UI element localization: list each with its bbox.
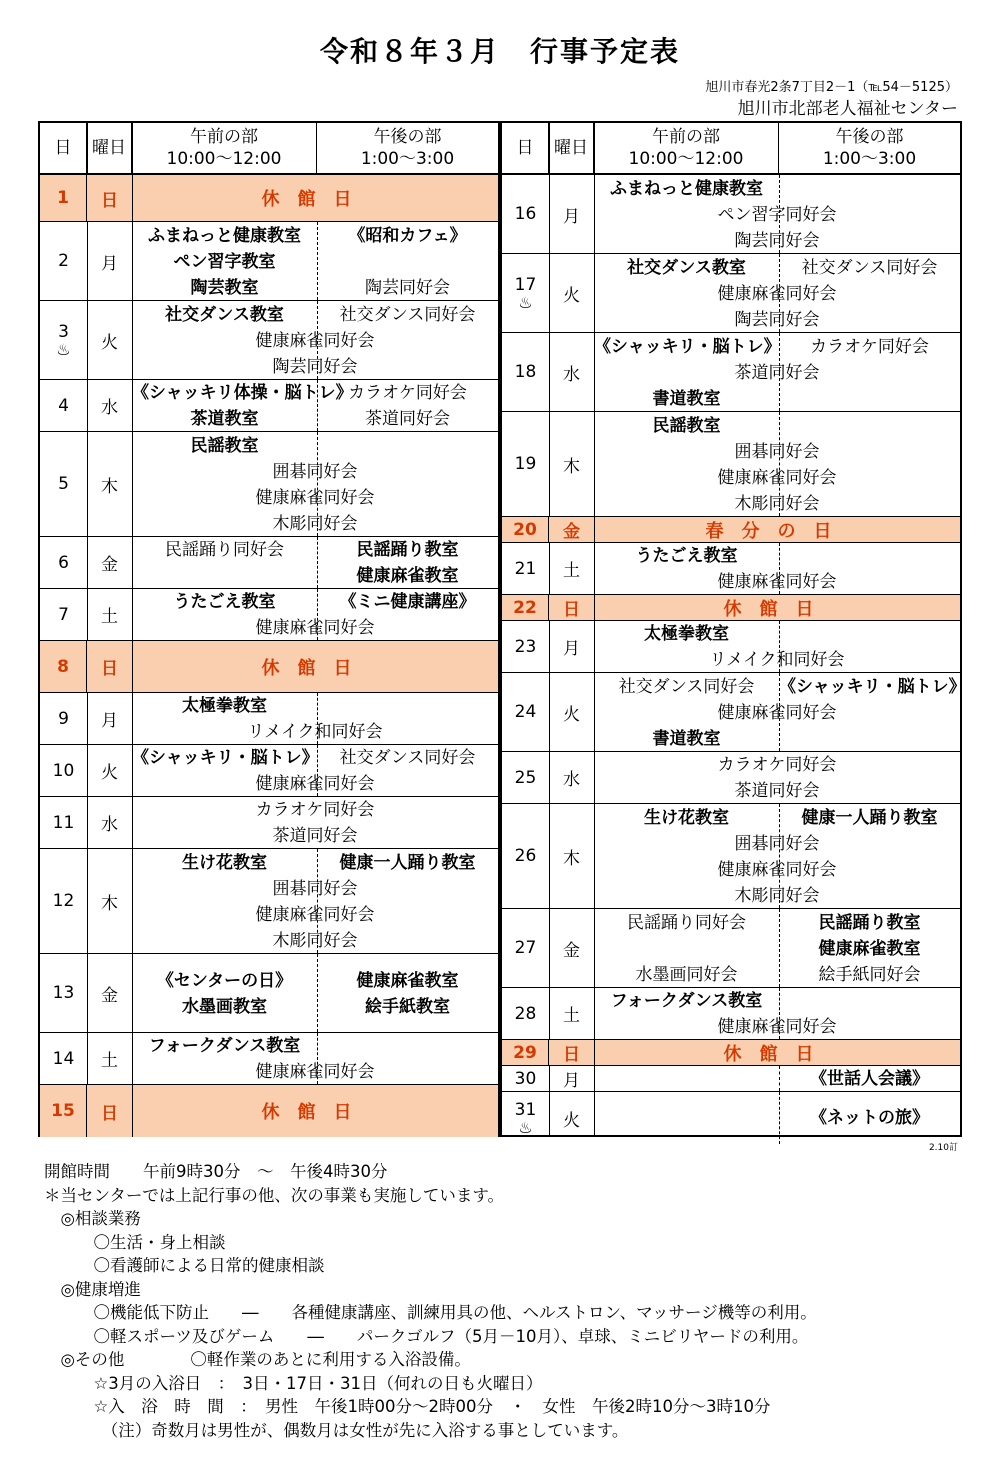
day-number-text: 8 [57,656,69,677]
weekday: 水 [563,364,580,385]
holiday-label: 休館日 [594,595,960,620]
event-item: 健康麻雀同好会 [255,774,375,794]
day-number-text: 20 [513,519,537,540]
events-cell [594,333,960,411]
note-line: 〇生活・身上相談 [44,1232,226,1252]
weekday: 月 [563,1071,580,1091]
event-item: 健康麻雀同好会 [717,572,837,592]
page-title: 令和８年３月 行事予定表 [319,35,680,68]
note-line: 〇機能低下防止 ― 各種健康講座、訓練用具の他、ヘルストロン、マッサージ機等の利用。 [44,1303,817,1322]
day-number [502,412,549,516]
day-number [40,1085,87,1137]
events-cell [594,752,960,803]
event-item: 社交ダンス同好会 [339,305,476,325]
event-item: 社交ダンス教室 [165,305,284,325]
events-cell [132,849,498,953]
day-number [40,641,87,692]
address: 旭川市春光2条7丁目2－1（℡54－5125） [705,80,958,95]
day-number [40,432,87,536]
events-cell [594,543,960,594]
event-item: 木彫同好会 [272,514,358,534]
event-item: フォークダンス教室 [148,1036,301,1056]
note-line: （注）奇数月は男性が、偶数月は女性が先に入浴する事としています。 [44,1420,629,1440]
events-cell [594,412,960,516]
event-item: 健康麻雀同好会 [255,331,375,351]
header-am-title: 午前の部 [652,127,720,147]
events-cell [594,909,960,987]
event-item: 健康麻雀同好会 [255,618,375,638]
weekday: 日 [101,1103,118,1124]
event-item: 陶芸教室 [190,278,259,298]
day-number [40,537,87,588]
event-item: 民謡踊り同好会 [627,913,746,933]
event-item: 書道教室 [652,389,721,409]
event-item: 健康麻雀教室 [818,939,921,959]
weekday: 月 [101,253,118,274]
schedule-table-right [500,121,966,1137]
table-row [502,1040,960,1066]
day-number [502,175,549,253]
day-number-text: 11 [52,812,75,833]
day-number-text: 18 [514,362,537,382]
table-row [502,254,960,333]
weekday: 土 [563,1006,580,1026]
table-row [502,909,960,988]
events-cell [594,254,960,332]
note-line: ☆入 浴 時 間 ： 男性 午後1時00分～2時00分 ・ 女性 午後2時10分～3時10分 [44,1397,771,1416]
day-number [502,988,549,1039]
day-number-text: 12 [52,891,75,911]
day-number [502,543,549,594]
day-number [40,1033,87,1084]
table-row [502,1066,960,1092]
event-item: ペン習字教室 [173,252,276,272]
table-row [502,988,960,1040]
weekday: 水 [101,815,118,835]
event-item: 《シャッキリ・脳トレ》 [594,337,781,357]
events-cell [132,589,498,640]
day-number [40,745,87,796]
header-weekday: 曜日 [87,123,132,173]
day-number [502,1092,549,1144]
revision-note: 2.10訂 [928,1143,958,1153]
holiday-label: 休館日 [132,175,498,221]
event-item: 健康麻雀教室 [356,566,459,586]
day-number [40,589,87,640]
day-number [40,301,87,379]
day-number-text: 19 [514,454,537,474]
weekday: 日 [101,659,118,679]
header-am-time: 10:00～12:00 [628,149,744,169]
event-item: 健康一人踊り教室 [801,808,938,828]
day-number-text: 27 [514,938,537,958]
header-am-time: 10:00～12:00 [166,149,282,169]
event-item: 健康一人踊り教室 [339,853,476,873]
event-item: ふまねっと健康教室 [610,179,763,199]
day-number-text: 26 [514,846,537,866]
weekday: 金 [101,985,118,1006]
events-cell [132,745,498,796]
event-item: 陶芸同好会 [272,357,358,377]
events-cell [132,380,498,431]
day-number-text: 14 [52,1048,75,1069]
event-item: 囲碁同好会 [734,442,820,462]
note-line: ☆3月の入浴日 ： 3日・17日・31日（何れの日も火曜日） [44,1373,543,1393]
event-item: カラオケ同好会 [810,337,929,357]
day-number-text: 17 [514,275,537,295]
hot-spring-icon: ♨ [518,293,533,312]
weekday: 土 [101,607,118,627]
event-item: 《昭和カフェ》 [348,226,467,246]
day-number [502,909,549,987]
event-item: 健康麻雀教室 [356,971,459,991]
weekday: 土 [563,561,580,581]
event-item: 木彫同好会 [734,886,820,906]
table-row [40,537,498,589]
day-number-text: 28 [514,1003,537,1024]
weekday: 火 [563,285,580,306]
event-item: 健康麻雀同好会 [717,703,837,723]
event-item: 健康麻雀同好会 [717,284,837,304]
events-cell [594,988,960,1039]
weekday: 金 [563,522,580,542]
schedule-table-left [38,121,500,1137]
event-item: 茶道同好会 [272,826,358,846]
table-row [40,301,498,380]
table-row [502,621,960,673]
weekday: 金 [563,940,580,961]
event-item: 健康麻雀同好会 [717,860,837,880]
day-number-text: 1 [57,188,69,208]
day-number [502,752,549,803]
events-cell [594,1066,960,1091]
event-item: カラオケ同好会 [255,800,375,820]
day-number-text: 30 [514,1068,537,1089]
event-item: 民謡踊り教室 [818,913,921,933]
weekday: 火 [101,763,118,783]
event-item: 健康麻雀同好会 [255,905,375,925]
event-item: 《ネットの旅》 [810,1108,929,1128]
event-item: 水墨画同好会 [635,965,738,985]
event-item: 健康麻雀同好会 [255,488,375,508]
table-row [40,432,498,537]
event-item: リメイク和同好会 [247,722,383,742]
event-item: うたごえ教室 [173,592,276,612]
event-item: 《世話人会議》 [810,1069,929,1089]
events-cell [594,1092,960,1144]
event-item: うたごえ教室 [635,546,738,566]
events-cell [132,222,498,300]
day-number-text: 31 [514,1100,537,1120]
event-item: 社交ダンス同好会 [801,258,938,278]
event-item: 民謡教室 [190,436,259,456]
day-number-text: 4 [58,395,69,416]
event-item: 民謡踊り教室 [356,540,459,560]
note-line: 開館時間 午前9時30分 ～ 午後4時30分 [44,1162,388,1181]
day-number-text: 13 [52,983,75,1003]
header-pm [779,123,960,173]
event-item: 民謡踊り同好会 [165,540,284,560]
table-row [502,1092,960,1144]
event-item: フォークダンス教室 [610,991,763,1011]
weekday: 水 [563,770,580,790]
event-item: 陶芸同好会 [734,231,820,251]
day-number-text: 6 [58,552,69,573]
day-number [502,673,549,751]
event-item: 絵手紙教室 [365,997,450,1017]
event-item: 生け花教室 [644,808,729,828]
header-am [594,123,779,173]
event-item: 社交ダンス同好会 [339,748,476,768]
table-row [40,222,498,301]
event-item: 陶芸同好会 [365,278,450,298]
weekday: 火 [101,332,118,353]
table-row [502,175,960,254]
events-cell [594,804,960,908]
event-item: 《シャッキリ・脳トレ》 [779,677,966,697]
event-item: カラオケ同好会 [348,383,467,403]
table-row [40,641,498,693]
day-number-text: 21 [514,558,537,579]
note-line: 〇看護師による日常的健康相談 [44,1256,325,1275]
weekday: 木 [101,893,118,914]
event-item: 茶道教室 [190,409,259,429]
hot-spring-icon: ♨ [518,1118,533,1137]
table-row [40,797,498,849]
day-number-text: 25 [514,767,537,788]
day-number-text: 7 [58,604,69,625]
event-item: 書道教室 [652,729,721,749]
weekday: 木 [563,456,580,477]
header-pm-title: 午後の部 [373,127,442,147]
header-pm-title: 午後の部 [835,127,904,147]
table-row [502,752,960,804]
event-item: ふまねっと健康教室 [148,226,301,246]
event-item: 茶道同好会 [734,363,820,383]
day-number [40,849,87,953]
hot-spring-icon: ♨ [56,340,71,359]
day-number [502,517,549,542]
header-day: 日 [502,123,549,173]
weekday: 土 [101,1051,118,1071]
note-line: ◎健康増進 [44,1279,141,1299]
events-cell [132,432,498,536]
day-number [40,222,87,300]
day-number [502,1040,549,1065]
holiday-label: 休館日 [132,641,498,692]
events-cell [132,797,498,848]
day-number [502,333,549,411]
event-item: ペン習字同好会 [717,205,837,225]
header-am-title: 午前の部 [190,127,258,147]
events-cell [132,693,498,744]
holiday-label: 休館日 [594,1040,960,1065]
event-item: 民謡教室 [652,416,721,436]
day-number [40,175,87,221]
events-cell [594,673,966,751]
day-number-text: 9 [58,708,69,729]
day-number-text: 2 [58,251,69,271]
day-number-text: 16 [514,204,537,224]
table-row [40,849,498,954]
day-number [502,254,549,332]
note-line: ◎その他 〇軽作業のあとに利用する入浴設備。 [44,1350,471,1369]
day-number [502,621,549,672]
event-item: 社交ダンス教室 [627,258,746,278]
events-cell [132,1033,498,1084]
day-number [40,380,87,431]
organization-name: 旭川市北部老人福祉センター [737,99,958,119]
table-row [40,589,498,641]
event-item: 囲碁同好会 [272,879,358,899]
holiday-label: 休館日 [132,1085,498,1137]
table-row [40,175,498,222]
day-number-text: 23 [514,636,537,657]
event-item: 陶芸同好会 [734,310,820,330]
holiday-label: 春分の日 [594,517,960,542]
event-item: 囲碁同好会 [734,834,820,854]
event-item: 健康麻雀同好会 [255,1062,375,1082]
event-item: 木彫同好会 [734,494,820,514]
day-number [40,693,87,744]
day-number [502,595,549,620]
event-item: 囲碁同好会 [272,462,358,482]
events-cell [594,175,960,253]
note-line: ＊当センターでは上記行事の他、次の事業も実施しています。 [44,1185,505,1205]
event-item: リメイク和同好会 [709,650,845,670]
notes-section [44,1160,817,1442]
event-item: 茶道同好会 [734,781,820,801]
header-day: 日 [40,123,87,173]
table-row [502,333,960,412]
header-pm [317,123,498,173]
table-row [40,693,498,745]
table-row [502,517,960,543]
day-number [40,954,87,1032]
event-item: 《センターの日》 [156,971,293,991]
event-item: 社交ダンス同好会 [618,677,755,697]
table-row [40,380,498,432]
weekday: 火 [563,704,580,725]
day-number-text: 24 [514,702,537,722]
event-item: 太極拳教室 [644,624,729,644]
day-number-text: 10 [52,760,75,781]
day-number-text: 3 [58,322,69,342]
event-item: 水墨画教室 [182,997,267,1017]
day-number-text: 22 [513,597,537,618]
table-row [40,1085,498,1137]
event-item: 《ミニ健康講座》 [339,592,476,612]
events-cell [132,954,498,1032]
weekday: 水 [101,398,118,418]
day-number [502,1066,549,1091]
events-cell [132,301,498,379]
weekday: 月 [563,639,580,659]
weekday: 金 [101,555,118,575]
event-item: 木彫同好会 [272,931,358,951]
day-number-text: 29 [513,1042,537,1063]
table-row [502,543,960,595]
day-number-text: 15 [51,1101,75,1121]
weekday: 日 [101,190,118,211]
weekday: 月 [101,711,118,731]
table-row [40,954,498,1033]
events-cell [132,537,498,588]
weekday: 月 [563,206,580,227]
table-row [40,1033,498,1085]
event-item: 健康麻雀同好会 [717,1017,837,1037]
event-item: カラオケ同好会 [717,755,837,775]
table-row [502,673,966,752]
event-item: 太極拳教室 [182,696,267,716]
weekday: 火 [563,1110,580,1131]
event-item: 健康麻雀同好会 [717,468,837,488]
weekday: 木 [563,848,580,869]
event-item: 茶道同好会 [365,409,450,429]
table-row [40,745,498,797]
event-item: 《シャッキリ体操・脳トレ》 [132,383,353,403]
events-cell [594,621,960,672]
header-weekday: 曜日 [549,123,594,173]
header-am [132,123,317,173]
weekday: 日 [563,600,580,620]
day-number-text: 5 [58,474,69,494]
day-number [502,804,549,908]
day-number [40,797,87,848]
note-line: 〇軽スポーツ及びゲーム ― パークゴルフ（5月－10月）、卓球、ミニビリヤードの利用。 [44,1326,809,1346]
note-line: ◎相談業務 [44,1209,141,1228]
weekday: 日 [563,1045,580,1065]
table-row [502,595,960,621]
table-row [502,412,960,517]
event-item: 生け花教室 [182,853,267,873]
event-item: 《シャッキリ・脳トレ》 [132,748,319,768]
weekday: 木 [101,476,118,497]
header-pm-time: 1:00～3:00 [360,149,455,169]
header-pm-time: 1:00～3:00 [822,149,917,169]
table-row [502,804,960,909]
event-item: 絵手紙同好会 [818,965,921,985]
